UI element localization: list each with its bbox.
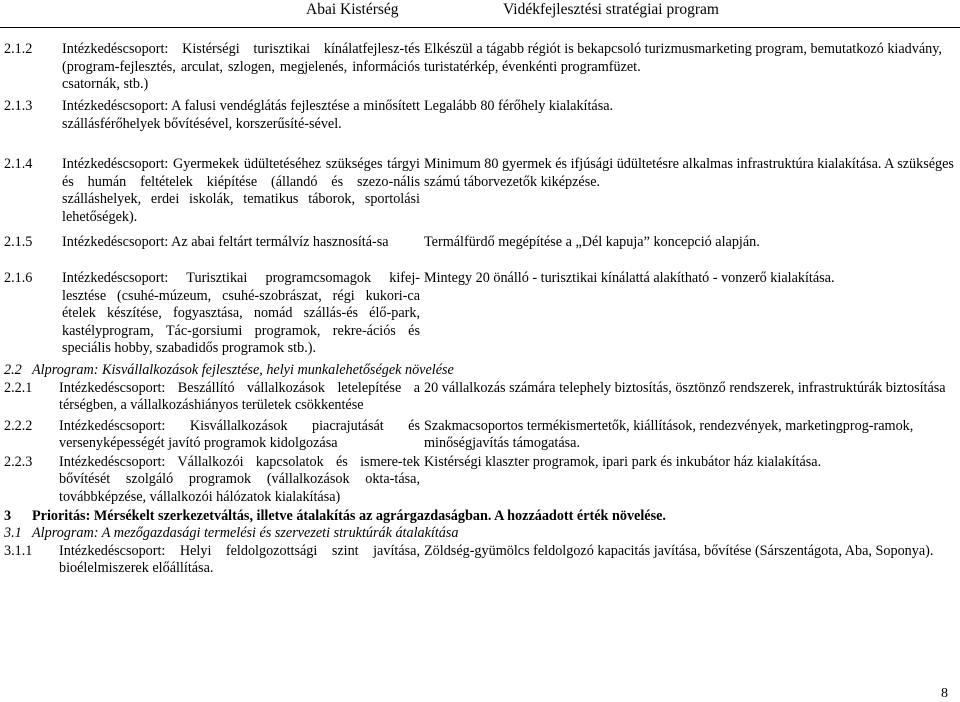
measure-text: Intézkedéscsoport: Gyermekek üdültetéséhez szükséges tárgyi és humán feltételek kiépítése (állandó és szezo-nális szálláshelyek, erdei iskolák, tematikus táborok, sportolási lehetőségek). [62,156,420,225]
measure-text: Intézkedéscsoport: A falusi vendéglátás fejlesztése a minősített szállásférőhelyek bővítésével, korszerűsíté-sével. [62,98,420,132]
subprogram-title: Alprogram: A mezőgazdasági termelési és szervezeti struktúrák átalakítása [32,525,459,541]
measure-number: 2.2.1 [4,379,33,396]
measure-number: 2.1.3 [4,98,33,114]
priority-title: Prioritás: Mérsékelt szerkezetváltás, illetve átalakítás az agrárgazdaságban. A hozzáadott érték növelése. [32,507,666,524]
measure-result: Minimum 80 gyermek és ifjúsági üdültetésre alkalmas infrastruktúra kialakítása. A szükséges számú táborvezetők kiképzése. [424,156,954,190]
measure-result: Termálfürdő megépítése a „Dél kapuja” koncepció alapján. [424,234,760,250]
measure-text: Intézkedéscsoport: Az abai feltárt termálvíz hasznosítá-sa [62,234,389,250]
table-row [0,41,960,98]
measure-result: Mintegy 20 önálló - turisztikai kínálattá alakítható - vonzerő kialakítása. [424,270,835,286]
measure-result: Legalább 80 férőhely kialakítása. [424,98,614,114]
table-row [0,454,960,508]
measure-result: 20 vállalkozás számára telephely biztosítás, ösztönző rendszerek, infrastruktúrák biztosítása [424,379,946,396]
measure-text: Intézkedéscsoport: Kistérségi turisztikai kínálatfejlesz-tés (program-fejlesztés, arculat, szlogen, megjelenés, információs csatornák, stb.) [62,41,420,92]
measure-text: Intézkedéscsoport: Helyi feldolgozottsági szint javítása, bioélelmiszerek előállítása. [59,542,420,576]
table-row [0,418,960,454]
measure-result: Kistérségi klaszter programok, ipari park és inkubátor ház kialakítása. [424,453,822,470]
header-rule [0,27,960,28]
subprogram-row [0,525,960,543]
page-number: 8 [941,686,948,701]
subprogram-number: 2.2 [4,362,22,378]
measure-result: Szakmacsoportos termékismertetők, kiállítások, rendezvények, marketingprog-ramok, minőségjavítás támogatása. [424,417,914,451]
header-org: Abai Kistérség [306,1,399,18]
measure-number: 2.1.2 [4,41,33,57]
measures-table [0,41,960,581]
measure-number: 2.2.2 [4,417,33,434]
table-row [0,543,960,581]
measure-text: Intézkedéscsoport: Kisvállalkozások piacrajutását és versenyképességét javító programok kidolgozása [59,417,420,451]
measure-number: 2.1.4 [4,156,33,172]
measure-number: 2.1.5 [4,234,33,250]
priority-number: 3 [4,507,12,524]
measure-number: 2.1.6 [4,270,33,286]
measure-text: Intézkedéscsoport: Turisztikai programcsomagok kifej-lesztése (csuhé-múzeum, csuhé-szobrászat, régi kukori-ca ételek készítése, fogyasztása, nomád szállás-és élő-park, kastélyprogram, Tác-gorsiumi programok, rekre-ációs és speciális hobby, szabadidős programok stb.). [62,270,420,356]
measure-number: 3.1.1 [4,542,33,559]
table-row [0,156,960,234]
measure-number: 2.2.3 [4,453,33,470]
table-row [0,98,960,156]
measure-text: Intézkedéscsoport: Beszállító vállalkozások letelepítése a térségben, a vállalkozáshiányos területek csökkentése [59,379,420,413]
subprogram-row [0,362,960,380]
priority-row [0,508,960,526]
measure-result: Zöldség-gyümölcs feldolgozó kapacitás javítása, bővítése (Sárszentágota, Aba, Soponya). [424,542,934,559]
measure-text: Intézkedéscsoport: Vállalkozói kapcsolatok és ismere-tek bővítését szolgáló programok (vállalkozások okta-tása, továbbképzése, vállalkozói hálózatok kialakítása) [59,453,420,505]
table-row [0,380,960,418]
measure-result: Elkészül a tágabb régiót is bekapcsoló turizmusmarketing program, bemutatkozó kiadvány, turistatérkép, évenkénti programfüzet. [424,41,942,75]
subprogram-number: 3.1 [4,525,22,541]
page-header [0,0,960,30]
subprogram-title: Alprogram: Kisvállalkozások fejlesztése, helyi munkalehetőségek növelése [32,362,454,378]
header-title: Vidékfejlesztési stratégiai program [503,1,719,18]
table-row [0,234,960,270]
table-row [0,270,960,362]
